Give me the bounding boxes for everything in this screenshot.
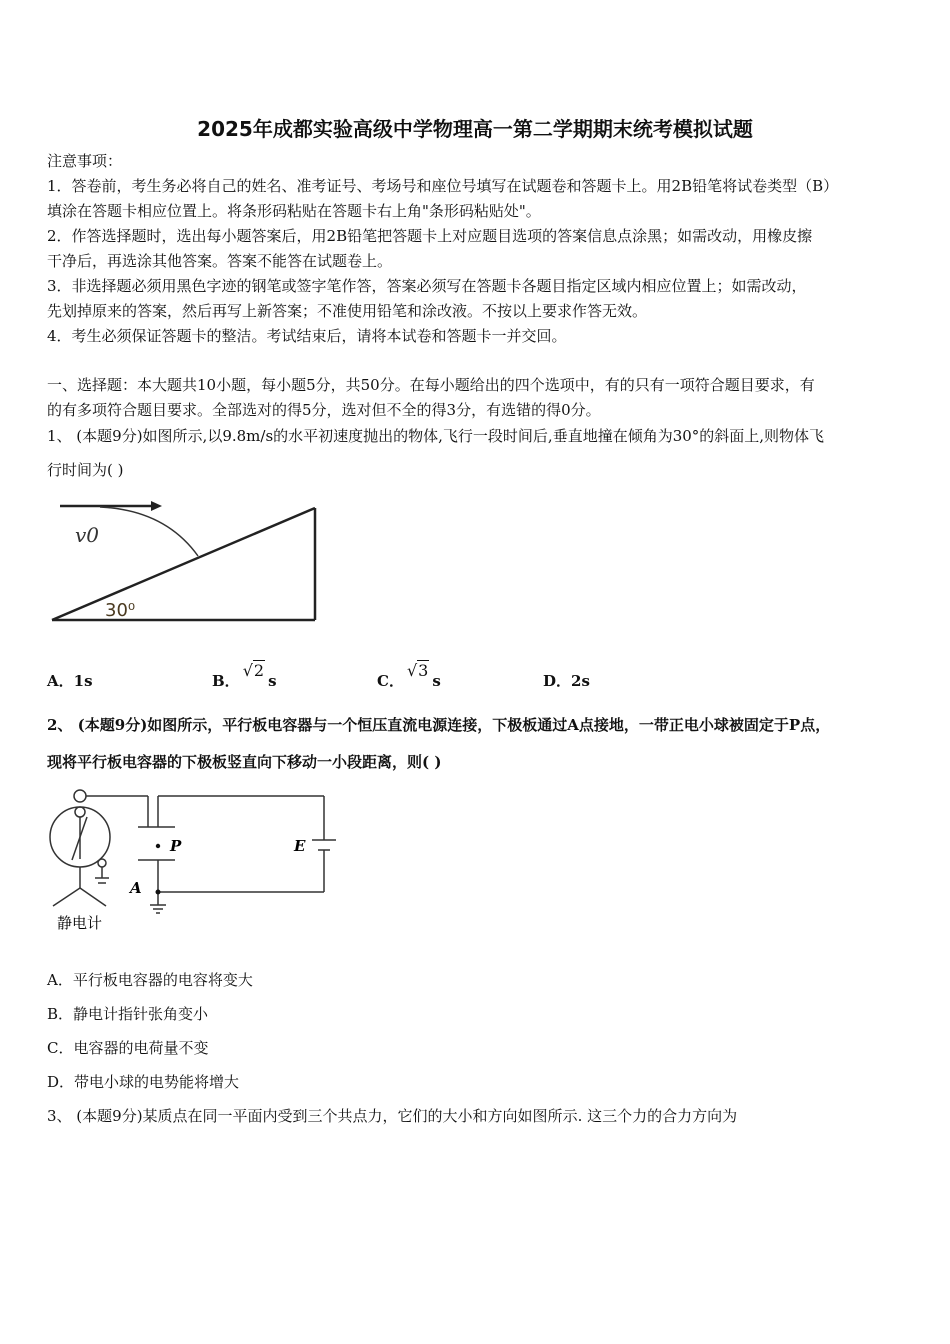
notice-line: 3．非选择题必须用黑色字迹的钢笔或签字笔作答，答案必须写在答题卡各题目指定区域内相应位置上；如需改动， [47, 277, 807, 295]
e-label: E [294, 837, 306, 855]
a-label: A [130, 879, 142, 897]
sqrt-icon: √3 [406, 661, 429, 680]
question-2-text: 2、 (本题9分)如图所示，平行板电容器与一个恒压直流电源连接，下极板通过A点接地，一带正电小球被固定于P点， [47, 716, 831, 734]
section-heading: 一、选择题：本大题共10小题，每小题5分，共50分。在每小题给出的四个选项中，有的只有一项符合题目要求，有 [47, 376, 815, 394]
q1-option-b [212, 661, 277, 691]
p-label: P [170, 837, 182, 855]
question-1-text: 1、 (本题9分)如图所示,以9.8m/s的水平初速度抛出的物体,飞行一段时间后,垂直地撞在倾角为30°的斜面上,则物体飞 [47, 427, 825, 445]
angle-label: 30⁰ [105, 600, 136, 621]
notice-line: 干净后，再选涂其他答案。答案不能答在试题卷上。 [47, 252, 393, 270]
capacitor-circuit-figure [40, 780, 350, 940]
sqrt-icon: √2 [242, 661, 265, 680]
notice-line: 先划掉原来的答案，然后再写上新答案；不准使用铅笔和涂改液。不按以上要求作答无效。 [47, 302, 648, 320]
electrometer-label: 静电计 [57, 914, 103, 932]
notice-line: 2．作答选择题时，选出每小题答案后，用2B铅笔把答题卡上对应题目选项的答案信息点涂黑；如需改动，用橡皮擦 [47, 227, 813, 245]
notice-line: 填涂在答题卡相应位置上。将条形码粘贴在答题卡右上角"条形码粘贴处"。 [47, 202, 541, 220]
notice-line: 1．答卷前，考生务必将自己的姓名、准考证号、考场号和座位号填写在试题卷和答题卡上。用2B铅笔将试卷类型（B） [47, 177, 839, 195]
radicand: 3 [418, 661, 429, 680]
q2-option-d: D．带电小球的电势能将增大 [47, 1073, 240, 1091]
question-1-text: 行时间为( ) [47, 461, 124, 479]
option-label: B． [212, 672, 240, 690]
unit: s [432, 672, 441, 690]
q1-option-c [377, 661, 441, 691]
q2-option-b: B．静电计指针张角变小 [47, 1005, 209, 1023]
q1-option-a: A．1s [47, 672, 93, 690]
notice-heading: 注意事项： [47, 152, 123, 170]
question-2-text: 现将平行板电容器的下极板竖直向下移动一小段距离，则( ) [47, 753, 442, 771]
incline-figure [45, 498, 320, 628]
v0-label: v0 [75, 523, 100, 547]
question-3-text: 3、 (本题9分)某质点在同一平面内受到三个共点力，它们的大小和方向如图所示. 这三个力的合力方向为 [47, 1107, 738, 1125]
unit: s [268, 672, 277, 690]
radicand: 2 [253, 661, 265, 680]
q2-option-c: C．电容器的电荷量不变 [47, 1039, 209, 1057]
section-heading: 的有多项符合题目要求。全部选对的得5分，选对但不全的得3分，有选错的得0分。 [47, 401, 601, 419]
q2-option-a: A．平行板电容器的电容将变大 [47, 971, 253, 989]
page-title: 2025年成都实验高级中学物理高一第二学期期末统考模拟试题 [197, 117, 753, 141]
notice-line: 4．考生必须保证答题卡的整洁。考试结束后，请将本试卷和答题卡一并交回。 [47, 327, 567, 345]
option-label: C． [377, 672, 404, 690]
q1-option-d: D．2s [543, 672, 590, 690]
